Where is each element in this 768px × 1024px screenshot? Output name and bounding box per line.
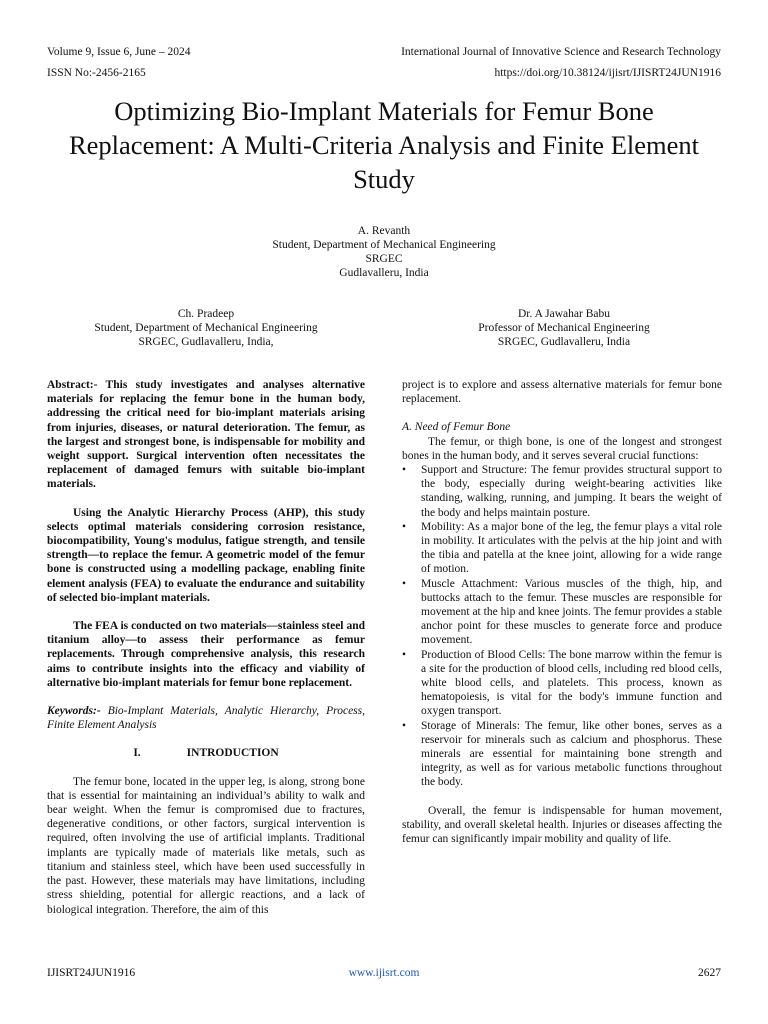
footer-paper-id: IJISRT24JUN1916 [47,967,136,979]
conclusion-paragraph: Overall, the femur is indispensable for human movement, stability, and overall skeletal health. Injuries or diseases affecting the femur can significantly impair mobility and quality of life. [402,804,722,846]
subsection-intro: The femur, or thigh bone, is one of the longest and strongest bones in the human body, and it serves several crucial functions: [402,435,722,462]
list-item: • Storage of Minerals: The femur, like other bones, serves as a reservoir for minerals such as calcium and phosphorus. These minerals are essential for maintaining bone strength and integrity, as well as for various metabolic functions throughout the body. [402,719,722,789]
list-item: • Production of Blood Cells: The bone marrow within the femur is a site for the production of blood cells, including red blood cells, white blood cells, and platelets. This process, known as hematopoiesis, is vital for the body's immune function and oxygen transport. [402,648,722,718]
section-number: I. [133,747,141,760]
keywords-text: Bio-Implant Materials, Analytic Hierarchy, Process, Finite Element Analysis [47,705,366,732]
author-institution: SRGEC, Gudlavalleru, India, [138,336,274,348]
author-block-2 [56,307,356,349]
author-affiliation: Student, Department of Mechanical Engineering [272,239,496,251]
bullet-icon: • [402,577,407,590]
abstract-paragraph: Abstract:- This study investigates and analyses alternative materials for replacing the femur bone in the human body, addressing the critical need for bio-implant materials arising from injuries, diseases, or natural deterioration. The femur, as the largest and strongest bone, is indispensable for mobility and weight support. Surgical intervention often necessitates the replacement of damaged femurs with suitable bio-implant materials. [47,379,365,491]
author-name: Dr. A Jawahar Babu [518,308,610,320]
issn: ISSN No:-2456-2165 [47,67,146,79]
section-heading [47,746,365,760]
author-block-1 [234,224,534,280]
bullet-icon: • [402,719,407,732]
paper-title: Optimizing Bio-Implant Materials for Femur Bone Replacement: A Multi-Criteria Analysis and Finite Element Study [69,96,699,194]
bullet-icon: • [402,464,407,477]
author-institution: SRGEC, Gudlavalleru, India [497,336,631,348]
list-item: • Mobility: As a major bone of the leg, the femur plays a vital role in mobility. It articulates with the pelvis at the hip joint and with the tibia and patella at the knee joint, allowing for a wide range of motion. [402,520,722,576]
bullet-icon: • [402,520,407,533]
author-affiliation: Professor of Mechanical Engineering [478,322,650,334]
page-number: 2627 [698,967,721,979]
right-column [402,378,722,846]
intro-paragraph-continued: project is to explore and assess alternative materials for femur bone replacement. [402,379,722,406]
left-column [47,378,365,917]
footer-website-link[interactable]: www.ijisrt.com [348,967,420,979]
list-item: • Muscle Attachment: Various muscles of the thigh, hip, and buttocks attach to the femur. These muscles are responsible for movement at the hip and knee joints. The femur provides a stable anchor point for these muscles to generate force and produce movement. [402,577,722,647]
author-affiliation: Student, Department of Mechanical Engineering [94,322,318,334]
bullet-icon: • [402,648,407,661]
author-name: A. Revanth [357,225,411,237]
section-title: INTRODUCTION [186,747,279,760]
keywords-label: Keywords:- [47,705,101,718]
keywords [47,704,365,732]
abstract-paragraph: The FEA is conducted on two materials—stainless steel and titanium alloy—to assess their performance as femur replacements. Through comprehensive analysis, this research aims to contribute insights into the efficacy and viability of alternative bio-implant materials for femur bone replacement. [47,620,365,689]
author-name: Ch. Pradeep [177,308,235,320]
author-block-3 [414,307,714,349]
author-location: Gudlavalleru, India [339,267,429,279]
doi-link[interactable]: https://doi.org/10.38124/ijisrt/IJISRT24JUN1916 [494,67,721,79]
journal-name: International Journal of Innovative Science and Research Technology [401,46,721,58]
list-item: • Support and Structure: The femur provides structural support to the body, especially during weight-bearing activities like standing, walking, running, and jumping. It bears the weight of the body and helps maintain posture. [402,464,722,519]
volume-info: Volume 9, Issue 6, June – 2024 [47,46,191,58]
author-institution: SRGEC [365,253,403,265]
intro-paragraph: The femur bone, located in the upper leg, is along, strong bone that is essential for maintaining an individual’s ability to walk and bear weight. When the femur is compromised due to fractures, degenerative conditions, or other factors, surgical intervention is required, often involving the use of artificial implants. Traditional implants are typically made of materials like metals, such as titanium and stainless steel, which have been used successfully in the past. However, these materials may have limitations, including stress shielding, potential for allergic reactions, and a lack of biological integration. Therefore, the aim of this [47,775,365,916]
abstract-paragraph: Using the Analytic Hierarchy Process (AHP), this study selects optimal materials considering corrosion resistance, biocompatibility, Young's modulus, fatigue strength, and tensile strength—to replace the femur. A geometric model of the femur bone is constructed using a modelling package, enabling finite element analysis (FEA) to evaluate the endurance and suitability of selected bio-implant materials. [47,506,365,604]
function-list [402,463,722,790]
subsection-heading: A. Need of Femur Bone [402,421,511,434]
